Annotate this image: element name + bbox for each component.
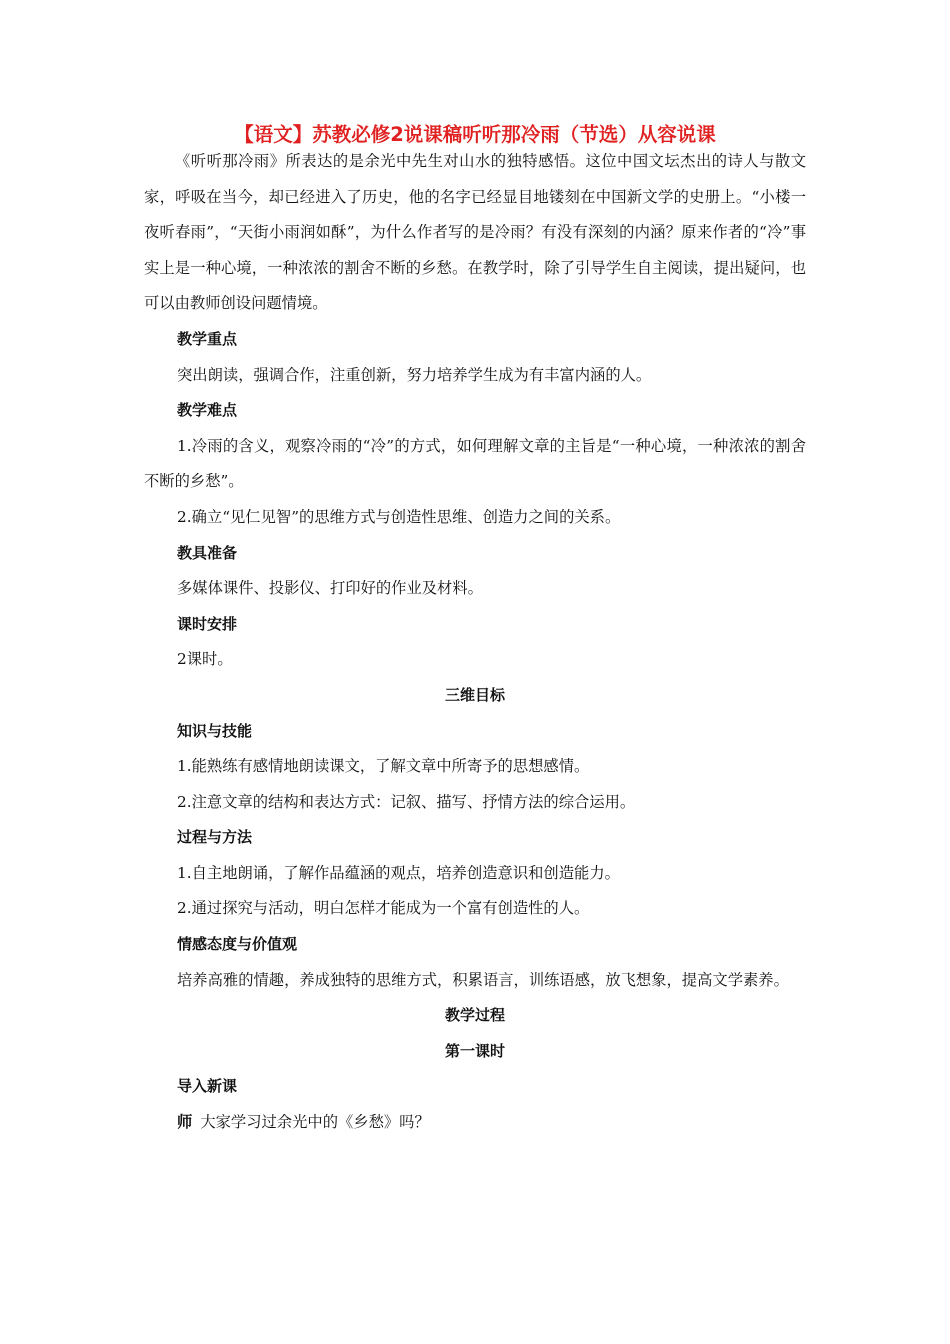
difficulty-item: 2.确立“见仁见智”的思维方式与创造性思维、创造力之间的关系。 xyxy=(177,507,621,526)
teacher-label: 师 xyxy=(177,1113,193,1132)
document-page xyxy=(144,118,806,1141)
difficulties-heading: 教学难点 xyxy=(177,401,238,420)
document-title: 【语文】苏教必修2说课稿听听那冷雨（节选）从容说课 xyxy=(234,123,716,146)
knowledge-item: 1.能熟练有感情地朗读课文，了解文章中所寄予的思想感情。 xyxy=(177,757,590,776)
schedule-heading: 课时安排 xyxy=(177,614,238,633)
teacher-dialogue xyxy=(144,1105,806,1141)
key-points-heading: 教学重点 xyxy=(177,329,238,348)
materials-text: 多媒体课件、投影仪、打印好的作业及材料。 xyxy=(177,579,483,598)
intro-lesson-heading: 导入新课 xyxy=(177,1077,238,1096)
knowledge-heading: 知识与技能 xyxy=(177,721,253,740)
first-lesson-heading: 第一课时 xyxy=(444,1041,505,1060)
teaching-process-heading: 教学过程 xyxy=(444,1006,505,1025)
process-item: 1.自主地朗诵，了解作品蕴涵的观点，培养创造意识和创造能力。 xyxy=(177,863,620,882)
materials-heading: 教具准备 xyxy=(177,543,238,562)
attitude-text: 培养高雅的情趣，养成独特的思维方式，积累语言，训练语感，放飞想象，提高文学素养。 xyxy=(177,970,789,989)
process-heading: 过程与方法 xyxy=(177,828,253,847)
attitude-heading: 情感态度与价值观 xyxy=(177,935,298,954)
intro-paragraph: 《听听那冷雨》所表达的是余光中先生对山水的独特感悟。这位中国文坛杰出的诗人与散文家，呼吸在当今，却已经进入了历史，他的名字已经显目地镂刻在中国新文学的史册上。“小楼一夜听春雨”，“天街小雨润如酥”，为什么作者写的是冷雨？有没有深刻的内涵？原来作者的“冷”事实上是一种心境，一种浓浓的割舍不断的乡愁。在教学时，除了引导学生自主阅读，提出疑问，也可以由教师创设问题情境。 xyxy=(144,152,806,313)
process-item: 2.通过探究与活动，明白怎样才能成为一个富有创造性的人。 xyxy=(177,899,590,918)
teacher-line: 大家学习过余光中的《乡愁》吗？ xyxy=(200,1113,430,1132)
key-points-text: 突出朗读，强调合作，注重创新，努力培养学生成为有丰富内涵的人。 xyxy=(177,365,652,384)
schedule-text: 2课时。 xyxy=(177,650,233,669)
difficulty-item: 1.冷雨的含义，观察冷雨的“冷”的方式，如何理解文章的主旨是“一种心境，一种浓浓的割舍不断的乡愁”。 xyxy=(144,436,806,491)
objectives-heading: 三维目标 xyxy=(444,685,505,704)
knowledge-item: 2.注意文章的结构和表达方式：记叙、描写、抒情方法的综合运用。 xyxy=(177,792,636,811)
